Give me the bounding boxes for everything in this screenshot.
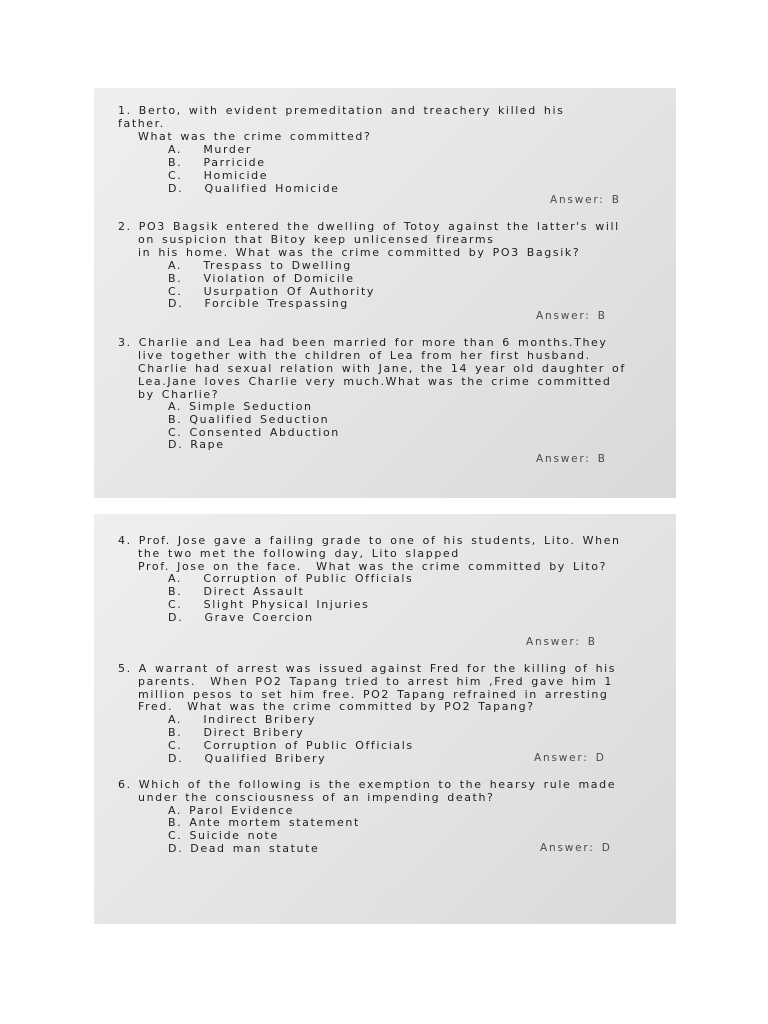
question-2-answer: Answer: B — [536, 310, 607, 322]
question-4-option-c: C. Slight Physical Injuries — [168, 598, 370, 611]
question-4-answer: Answer: B — [526, 636, 597, 648]
question-4-option-a: A. Corruption of Public Officials — [168, 572, 414, 585]
question-2-stem-line: 2. PO3 Bagsik entered the dwelling of Totoy against the latter's will — [118, 220, 620, 233]
question-3-option-d: D. Rape — [168, 438, 225, 451]
question-1-option-a: A. Murder — [168, 143, 252, 156]
question-2-option-a: A. Trespass to Dwelling — [168, 259, 352, 272]
question-6-stem-line: under the consciousness of an impending death? — [138, 791, 495, 804]
question-3-stem-line: 3. Charlie and Lea had been married for more than 6 months.They — [118, 336, 608, 349]
slide-1 — [94, 88, 676, 498]
question-1-answer: Answer: B — [550, 194, 621, 206]
question-5-stem-line: parents. When PO2 Tapang tried to arrest him ,Fred gave him 1 — [138, 675, 614, 688]
question-1-stem-line: What was the crime committed? — [138, 130, 372, 143]
question-1-stem-line: father. — [118, 117, 165, 130]
question-3-stem-line: live together with the children of Lea from her first husband. — [138, 349, 591, 362]
question-2-option-b: B. Violation of Domicile — [168, 272, 355, 285]
question-5-answer: Answer: D — [534, 752, 606, 764]
question-1-stem-line: 1. Berto, with evident premeditation and treachery killed his — [118, 104, 565, 117]
question-5-option-d: D. Qualified Bribery — [168, 752, 327, 765]
question-5-stem-line: 5. A warrant of arrest was issued against Fred for the killing of his — [118, 662, 617, 675]
question-6-option-a: A. Parol Evidence — [168, 804, 295, 817]
question-2-stem-line: on suspicion that Bitoy keep unlicensed firearms — [138, 233, 495, 246]
question-4-stem-line: the two met the following day, Lito slapped — [138, 547, 460, 560]
question-3-option-a: A. Simple Seduction — [168, 400, 313, 413]
question-2-option-c: C. Usurpation Of Authority — [168, 285, 375, 298]
question-1-option-c: C. Homicide — [168, 169, 269, 182]
question-2-stem-line: in his home. What was the crime committed by PO3 Bagsik? — [138, 246, 581, 259]
question-4-option-b: B. Direct Assault — [168, 585, 305, 598]
question-3-stem-line: Lea.Jane loves Charlie very much.What was the crime committed — [138, 375, 612, 388]
question-2-option-d: D. Forcible Trespassing — [168, 297, 349, 310]
question-6-answer: Answer: D — [540, 842, 612, 854]
question-3-stem-line: Charlie had sexual relation with Jane, the 14 year old daughter of — [138, 362, 626, 375]
question-4-stem-line: Prof. Jose on the face. What was the crime committed by Lito? — [138, 560, 608, 573]
question-4-stem-line: 4. Prof. Jose gave a failing grade to one of his students, Lito. When — [118, 534, 621, 547]
question-3-answer: Answer: B — [536, 453, 607, 465]
question-3-option-c: C. Consented Abduction — [168, 426, 340, 439]
question-6-option-c: C. Suicide note — [168, 829, 279, 842]
question-5-option-a: A. Indirect Bribery — [168, 713, 316, 726]
question-5-stem-line: million pesos to set him free. PO2 Tapang refrained in arresting — [138, 688, 609, 701]
question-6-option-b: B. Ante mortem statement — [168, 816, 360, 829]
question-6-stem-line: 6. Which of the following is the exemption to the hearsy rule made — [118, 778, 617, 791]
question-4-option-d: D. Grave Coercion — [168, 611, 314, 624]
question-5-option-c: C. Corruption of Public Officials — [168, 739, 414, 752]
question-5-stem-line: Fred. What was the crime committed by PO2 Tapang? — [138, 700, 535, 713]
question-5-option-b: B. Direct Bribery — [168, 726, 305, 739]
question-3-option-b: B. Qualified Seduction — [168, 413, 330, 426]
slide-2 — [94, 514, 676, 924]
question-6-option-d: D. Dead man statute — [168, 842, 320, 855]
question-3-stem-line: by Charlie? — [138, 388, 220, 401]
question-1-option-b: B. Parricide — [168, 156, 266, 169]
question-1-option-d: D. Qualified Homicide — [168, 182, 340, 195]
